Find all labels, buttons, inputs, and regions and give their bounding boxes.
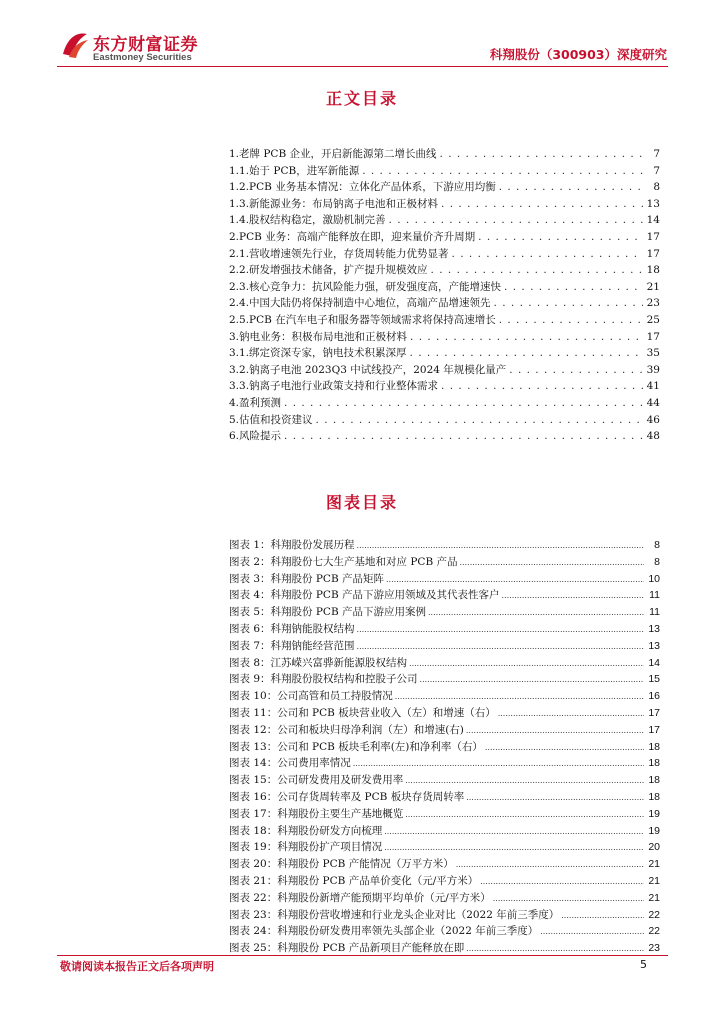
dot-leader bbox=[460, 555, 644, 572]
figure-entry[interactable] bbox=[229, 671, 660, 688]
dot-leader bbox=[410, 345, 643, 362]
dot-leader bbox=[441, 378, 643, 395]
figure-entry-page: 17 bbox=[648, 723, 660, 736]
figure-entry-page: 13 bbox=[648, 639, 660, 652]
toc-entry-title: 6.风险提示 bbox=[229, 430, 282, 443]
figure-entry-page: 20 bbox=[648, 841, 660, 854]
dot-leader bbox=[284, 428, 643, 445]
toc-entry-title: 5.估值和投资建议 bbox=[229, 413, 313, 426]
dot-leader bbox=[405, 773, 644, 790]
toc-entry-page: 17 bbox=[646, 230, 660, 243]
figure-entry-page: 16 bbox=[648, 690, 660, 703]
dot-leader bbox=[384, 824, 644, 841]
figure-entry[interactable] bbox=[229, 688, 660, 705]
header-divider bbox=[57, 66, 668, 67]
figure-entry-title: 图表 6：科翔钠能股权结构 bbox=[229, 622, 355, 635]
figure-entry[interactable] bbox=[229, 823, 660, 840]
dot-leader bbox=[357, 622, 644, 639]
figure-entry[interactable] bbox=[229, 890, 660, 907]
figure-entry-page: 10 bbox=[648, 572, 660, 585]
toc-entry[interactable] bbox=[229, 362, 660, 379]
dot-leader bbox=[410, 329, 643, 346]
figure-entry-title: 图表 16：公司存货周转率及 PCB 板块存货周转率 bbox=[229, 790, 465, 803]
figure-entry-page: 15 bbox=[648, 673, 660, 686]
eastmoney-logo-icon bbox=[60, 30, 90, 60]
figure-entry[interactable] bbox=[229, 587, 660, 604]
logo-chinese-name: 东方财富证券 bbox=[93, 35, 198, 55]
toc-entry-page: 21 bbox=[646, 280, 660, 293]
dot-leader bbox=[420, 672, 644, 689]
figure-entry-page: 22 bbox=[648, 925, 660, 938]
toc-entry[interactable] bbox=[229, 279, 660, 296]
list-of-figures bbox=[229, 537, 660, 957]
page-header bbox=[0, 0, 724, 72]
dot-leader bbox=[428, 605, 644, 622]
dot-leader bbox=[480, 874, 644, 891]
figure-entry-page: 21 bbox=[648, 858, 660, 871]
figure-entry[interactable] bbox=[229, 722, 660, 739]
dot-leader bbox=[485, 740, 644, 757]
toc-entry-page: 17 bbox=[646, 247, 660, 260]
page-number: 5 bbox=[640, 958, 647, 971]
toc-entry-title: 2.2.研发增强技术储备，扩产提升规模效应 bbox=[229, 264, 428, 277]
figure-entry-title: 图表 14：公司费用率情况 bbox=[229, 757, 351, 770]
toc-entry[interactable] bbox=[229, 262, 660, 279]
toc-entry-title: 2.PCB 业务：高端产能释放在即，迎来量价齐升周期 bbox=[229, 230, 476, 243]
toc-entry-page: 14 bbox=[646, 214, 660, 227]
figure-entry-title: 图表 25：科翔股份 PCB 产品新项目产能释放在即 bbox=[229, 942, 465, 955]
figure-entry-page: 18 bbox=[648, 757, 660, 770]
dot-leader bbox=[386, 572, 644, 589]
toc-entry[interactable] bbox=[229, 378, 660, 395]
toc-entry[interactable] bbox=[229, 295, 660, 312]
toc-entry-title: 1.3.新能源业务：布局钠离子电池和正极材料 bbox=[229, 197, 439, 210]
toc-entry[interactable] bbox=[229, 146, 660, 163]
toc-entry-page: 13 bbox=[646, 197, 660, 210]
figure-entry-page: 11 bbox=[649, 606, 660, 619]
toc-entry[interactable] bbox=[229, 345, 660, 362]
dot-leader bbox=[499, 312, 643, 329]
dot-leader bbox=[357, 639, 644, 656]
figure-entry[interactable] bbox=[229, 554, 660, 571]
dot-leader bbox=[405, 807, 644, 824]
figure-entry[interactable] bbox=[229, 655, 660, 672]
figure-entry[interactable] bbox=[229, 705, 660, 722]
figure-entry[interactable] bbox=[229, 806, 660, 823]
dot-leader bbox=[561, 908, 644, 925]
figure-entry-title: 图表 1：科翔股份发展历程 bbox=[229, 539, 355, 551]
figure-entry-title: 图表 18：科翔股份研发方向梳理 bbox=[229, 824, 383, 837]
toc-entry-page: 46 bbox=[646, 413, 660, 426]
figure-entry-title: 图表 19：科翔股份扩产项目情况 bbox=[229, 841, 383, 854]
toc-entry-page: 25 bbox=[646, 313, 660, 326]
figure-entry[interactable] bbox=[229, 537, 660, 554]
toc-entry-title: 1.4.股权结构稳定，激励机制完善 bbox=[229, 214, 386, 227]
dot-leader bbox=[284, 395, 643, 412]
toc-entry-title: 3.2.钠离子电池 2023Q3 中试线投产，2024 年规模化量产 bbox=[229, 363, 507, 376]
dot-leader bbox=[441, 196, 643, 213]
report-title: 科翔股份（300903）深度研究 bbox=[489, 47, 667, 62]
dot-leader bbox=[452, 246, 643, 263]
toc-entry-title: 2.1.营收增速领先行业，存货周转能力优势显著 bbox=[229, 247, 449, 260]
dot-leader bbox=[440, 146, 643, 163]
figure-entry-title: 图表 20：科翔股份 PCB 产能情况（万平方米） bbox=[229, 858, 454, 871]
figure-entry[interactable] bbox=[229, 772, 660, 789]
toc-entry-page: 7 bbox=[653, 164, 660, 177]
figure-entry-page: 19 bbox=[648, 824, 660, 837]
figure-entry[interactable] bbox=[229, 571, 660, 588]
toc-entry[interactable] bbox=[229, 329, 660, 346]
figure-entry[interactable] bbox=[229, 856, 660, 873]
toc-entry[interactable] bbox=[229, 246, 660, 263]
toc-entry-title: 3.钠电业务：积极布局电池和正极材料 bbox=[229, 330, 408, 343]
dot-leader bbox=[353, 756, 644, 773]
dot-leader bbox=[357, 538, 644, 555]
toc-entry-title: 4.盈利预测 bbox=[229, 396, 282, 409]
figure-entry-page: 21 bbox=[648, 874, 660, 887]
figure-entry[interactable] bbox=[229, 789, 660, 806]
toc-entry-page: 8 bbox=[653, 181, 660, 194]
toc-entry-title: 2.4.中国大陆仍将保持制造中心地位，高端产品增速领先 bbox=[229, 297, 491, 310]
figure-entry-title: 图表 11：公司和 PCB 板块营业收入（左）和增速（右） bbox=[229, 706, 496, 719]
dot-leader bbox=[502, 588, 644, 605]
toc-entry[interactable] bbox=[229, 163, 660, 180]
dot-leader bbox=[493, 891, 644, 908]
figure-entry[interactable] bbox=[229, 621, 660, 638]
toc-entry-title: 1.2.PCB 业务基本情况：立体化产品体系，下游应用均衡 bbox=[229, 181, 496, 194]
toc-entry-page: 7 bbox=[653, 148, 660, 160]
figure-entry-title: 图表 8：江苏嵘兴富骅新能源股权结构 bbox=[229, 656, 408, 669]
dot-leader bbox=[478, 229, 643, 246]
toc-entry-title: 3.3.钠离子电池行业政策支持和行业整体需求 bbox=[229, 380, 439, 393]
toc-entry-page: 17 bbox=[646, 330, 660, 343]
figure-entry[interactable] bbox=[229, 923, 660, 940]
dot-leader bbox=[466, 790, 644, 807]
toc-entry-page: 41 bbox=[646, 380, 660, 393]
figure-entry-title: 图表 7：科翔钠能经营范围 bbox=[229, 639, 355, 652]
figure-entry-title: 图表 24：科翔股份研发费用率领先头部企业（2022 年前三季度） bbox=[229, 925, 539, 938]
figure-entry-page: 14 bbox=[648, 656, 660, 669]
figure-entry-page: 21 bbox=[648, 891, 660, 904]
figure-entry-page: 17 bbox=[648, 706, 660, 719]
toc-entry-title: 2.5.PCB 在汽车电子和服务器等领域需求将保持高速增长 bbox=[229, 313, 496, 326]
dot-leader bbox=[409, 656, 644, 673]
toc-entry[interactable] bbox=[229, 395, 660, 412]
dot-leader bbox=[494, 295, 643, 312]
figure-entry-page: 19 bbox=[648, 807, 660, 820]
figure-entry-page: 13 bbox=[648, 622, 660, 635]
figure-entry-title: 图表 3：科翔股份 PCB 产品矩阵 bbox=[229, 572, 385, 585]
figure-entry-title: 图表 2：科翔股份七大生产基地和对应 PCB 产品 bbox=[229, 555, 458, 568]
toc-entry-page: 48 bbox=[646, 430, 660, 443]
figure-entry-title: 图表 21：科翔股份 PCB 产品单价变化（元/平方米） bbox=[229, 874, 479, 887]
toc-entry[interactable] bbox=[229, 196, 660, 213]
figure-entry[interactable] bbox=[229, 907, 660, 924]
toc-entry-page: 44 bbox=[646, 396, 660, 409]
figure-entry-title: 图表 17：科翔股份主要生产基地概览 bbox=[229, 807, 404, 820]
dot-leader bbox=[499, 179, 643, 196]
figure-entry-page: 8 bbox=[654, 539, 660, 551]
toc-entry[interactable] bbox=[229, 212, 660, 229]
figure-entry-page: 18 bbox=[648, 790, 660, 803]
figure-entry-page: 23 bbox=[648, 942, 660, 955]
toc-entry-page: 23 bbox=[646, 297, 660, 310]
figure-entry-page: 18 bbox=[648, 740, 660, 753]
footer-disclaimer: 敬请阅读本报告正文后各项声明 bbox=[60, 960, 214, 973]
figure-entry-title: 图表 12：公司和板块归母净利润（左）和增速(右) bbox=[229, 723, 464, 736]
toc-entry-page: 18 bbox=[646, 264, 660, 277]
figure-entry-page: 11 bbox=[649, 589, 660, 602]
dot-leader bbox=[395, 689, 644, 706]
toc-entry-page: 35 bbox=[646, 347, 660, 360]
dot-leader bbox=[384, 840, 644, 857]
dot-leader bbox=[456, 857, 644, 874]
figure-entry-title: 图表 10：公司高管和员工持股情况 bbox=[229, 690, 393, 703]
dot-leader bbox=[540, 924, 644, 941]
dot-leader bbox=[362, 163, 643, 180]
figure-entry-page: 18 bbox=[648, 774, 660, 787]
figure-entry[interactable] bbox=[229, 873, 660, 890]
toc-entry[interactable] bbox=[229, 312, 660, 329]
figure-entry-title: 图表 13：公司和 PCB 板块毛利率(左)和净利率（右） bbox=[229, 740, 483, 753]
figure-entry[interactable] bbox=[229, 638, 660, 655]
figure-entry-title: 图表 5：科翔股份 PCB 产品下游应用案例 bbox=[229, 606, 427, 619]
dot-leader bbox=[466, 723, 644, 740]
dot-leader bbox=[509, 362, 643, 379]
dot-leader bbox=[504, 279, 643, 296]
table-of-contents bbox=[229, 146, 660, 445]
figure-entry-title: 图表 9：科翔股份股权结构和控股子公司 bbox=[229, 673, 418, 686]
figure-entry-title: 图表 4：科翔股份 PCB 产品下游应用领域及其代表性客户 bbox=[229, 589, 500, 602]
toc-entry[interactable] bbox=[229, 412, 660, 429]
figure-entry-page: 8 bbox=[654, 555, 660, 568]
toc-entry-title: 1.1.始于 PCB，进军新能源 bbox=[229, 164, 360, 177]
dot-leader bbox=[389, 212, 643, 229]
dot-leader bbox=[431, 262, 643, 279]
figure-entry[interactable] bbox=[229, 755, 660, 772]
toc-entry-title: 2.3.核心竞争力：抗风险能力强，研发强度高，产能增速快 bbox=[229, 280, 502, 293]
figure-entry[interactable] bbox=[229, 739, 660, 756]
toc-entry-title: 1.老牌 PCB 企业，开启新能源第二增长曲线 bbox=[229, 148, 437, 160]
figure-entry-title: 图表 23：科翔股份营收增速和行业龙头企业对比（2022 年前三季度） bbox=[229, 908, 560, 921]
footer-divider bbox=[57, 955, 668, 956]
figure-entry[interactable] bbox=[229, 604, 660, 621]
figure-entry-title: 图表 22：科翔股份新增产能预期平均单价（元/平方米） bbox=[229, 891, 491, 904]
toc-entry-title: 3.1.绑定资深专家，钠电技术积累深厚 bbox=[229, 347, 407, 360]
figures-heading: 图表目录 bbox=[325, 493, 398, 512]
figure-entry-title: 图表 15：公司研发费用及研发费用率 bbox=[229, 774, 404, 787]
figure-entry-page: 22 bbox=[648, 908, 660, 921]
logo-english-name: Eastmoney Securities bbox=[93, 52, 192, 63]
toc-heading: 正文目录 bbox=[325, 89, 398, 108]
toc-entry[interactable] bbox=[229, 229, 660, 246]
dot-leader bbox=[498, 706, 644, 723]
toc-entry-page: 39 bbox=[646, 363, 660, 376]
dot-leader bbox=[316, 412, 643, 429]
toc-entry[interactable] bbox=[229, 428, 660, 445]
toc-entry[interactable] bbox=[229, 179, 660, 196]
figure-entry[interactable] bbox=[229, 839, 660, 856]
